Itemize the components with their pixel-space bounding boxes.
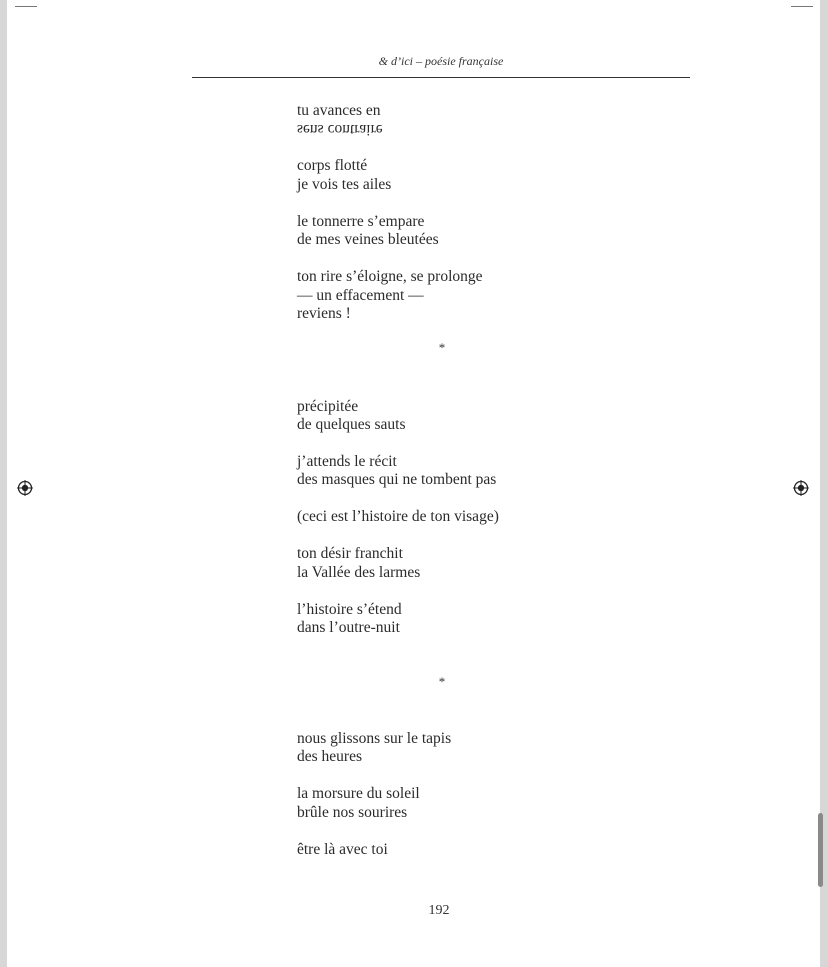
poem-line: brûle nos sourires xyxy=(297,804,408,821)
poem-line: la morsure du soleil xyxy=(297,785,420,802)
poem-line: des masques qui ne tombent pas xyxy=(297,471,497,488)
poem-line: je vois tes ailes xyxy=(297,176,392,193)
poem-line: précipitée xyxy=(297,398,359,415)
registration-mark-icon xyxy=(793,480,809,496)
poem-line: dans l’outre-nuit xyxy=(297,619,400,636)
poem-line-mirrored xyxy=(297,120,383,138)
mirrored-text: sens contraire xyxy=(297,121,383,138)
page-number: 192 xyxy=(428,903,450,918)
poem-line: des heures xyxy=(297,748,362,765)
poem-line: la Vallée des larmes xyxy=(297,564,421,581)
poem-line: ton désir franchit xyxy=(297,545,403,562)
poem-line: — un effacement — xyxy=(297,287,424,304)
poem-line: reviens ! xyxy=(297,305,351,322)
poem-line: être là avec toi xyxy=(297,841,388,858)
running-header: & d’ici – poésie française xyxy=(378,54,504,68)
poem-line: l’histoire s’étend xyxy=(297,601,402,618)
document-page xyxy=(7,0,820,967)
section-separator: * xyxy=(438,340,446,355)
poem-line: j’attends le récit xyxy=(297,453,397,470)
poem-line: (ceci est l’histoire de ton visage) xyxy=(297,508,499,525)
registration-mark-icon xyxy=(17,480,33,496)
crop-mark-left xyxy=(15,6,37,7)
section-separator: * xyxy=(438,674,446,689)
poem-line: de quelques sauts xyxy=(297,416,406,433)
vertical-scrollbar[interactable] xyxy=(818,813,823,887)
poem-line: corps flotté xyxy=(297,157,368,174)
poem-line: tu avances en xyxy=(297,102,381,119)
header-rule xyxy=(192,77,690,78)
poem-line: de mes veines bleutées xyxy=(297,231,439,248)
poem-line: nous glissons sur le tapis xyxy=(297,730,452,747)
crop-mark-right xyxy=(791,6,813,7)
poem-line: ton rire s’éloigne, se prolonge xyxy=(297,268,483,285)
poem-line: le tonnerre s’empare xyxy=(297,213,425,230)
